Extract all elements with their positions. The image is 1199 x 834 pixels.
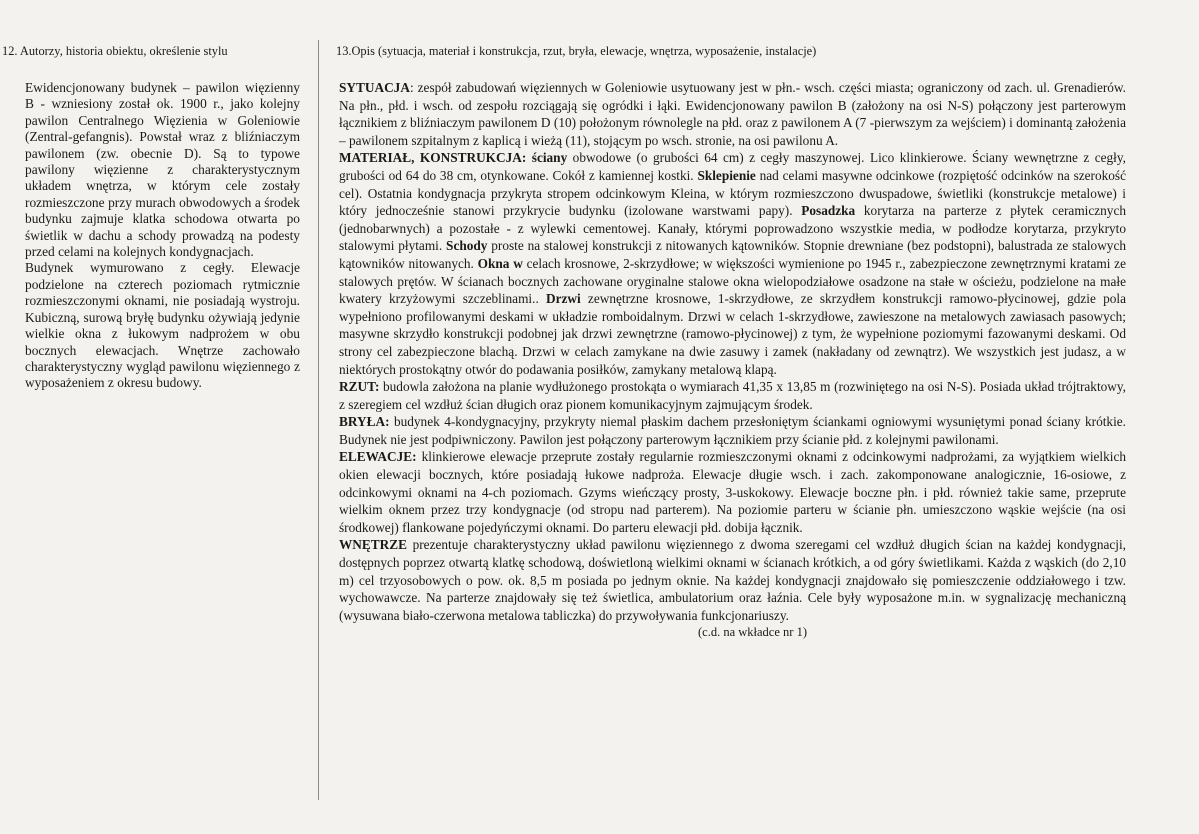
section-text: : zespół zabudowań więziennych w Goleniowie usytuowany jest w płn.- wsch. części miasta; ograniczony od zach. ul. Grenadierów. Na płn., płd. i wsch. od zespołu rozciągają się ogródki i łąki. Ewidencjonowany pawilon B (założony na osi N-S) połączony jest parterowym łącznikiem z bliźniaczym pawilonem D (10) położonym równolegle na płd. oraz z pawilonem A (7 -pierwszym za wejściem) i dominantą założenia – pawilonem szpitalnym z kaplicą i wieżą (11), stojącym po wsch. stronie, na osi pawilonu A. [339, 80, 1126, 148]
section-label: BRYŁA: [339, 414, 390, 430]
left-paragraph: Budynek wymurowano z cegły. Elewacje podzielone na czterech poziomach rytmicznie rozmieszczonymi oknami, nie posiadają wystroju. Kubiczną, surową bryłę budynku ożywiają jedynie wielkie okna z łukowym nadprożem w obu bocznych elewacjach. Wnętrze zachowało charakterystyczny wygląd pawilonu więziennego z wyposażeniem z okresu budowy. [25, 260, 300, 391]
section-text: korytarza na parterze z płytek ceramicznych (jednobarwnych) a pozostałe - z wylewki cementowej. Kanały, którymi poprowadzono wszystkie media, w podłodze korytarza, przykryto stalowymi płytami. [339, 203, 1127, 254]
section-text: budowla założona na planie wydłużonego prostokąta o wymiarach 41,35 x 13,85 m (rozwiniętego na osi N-S). Posiada układ trójtraktowy, z szeregiem cel wzdłuż ścian długich oraz pionem komunikacyjnym zajmującym środek. [339, 379, 1126, 412]
section-bryla [339, 413, 1126, 448]
section-text: zewnętrzne krosnowe, 1-skrzydłowe, ze skrzydłem konstrukcji ramowo-płycinowej, gdzie pola wypełniono profilowanymi deskami w układzie romboidalnym. Drzwi w celach 1-skrzydłowe, zawieszone na metalowych zawiasach pasowych; masywne skrzydło konstrukcji podobnej jak drzwi zewnętrzne (ramowo-płycinowej) z tym, że wypełnione poziomymi fazowanymi deskami. Od strony cel zabezpieczone blachą. Drzwi w celach zamykane na dwie zasuwy i zamek (nakładany od zewnątrz). We wszystkich jest judasz, a w niektórych prostokątny otwór do podawania posiłków, zamykany metalową klapą. [339, 291, 1126, 377]
section-sytuacja [339, 79, 1126, 149]
section-text: budynek 4-kondygnacyjny, przykryty niemal płaskim dachem przesłoniętym ściankami ogniowymi wysuniętymi ponad ściany krótkie. Budynek nie jest podpiwniczony. Pawilon jest połączony parterowym łącznikiem przy ścianie płd. z kolejnymi pawilonami. [339, 414, 1126, 447]
right-header: 13.Opis (sytuacja, materiał i konstrukcja, rzut, bryła, elewacje, wnętrza, wyposażenie, instalacje) [336, 44, 817, 58]
section-material [339, 149, 1126, 378]
section-label: RZUT: [339, 379, 380, 395]
section-text: nad celami masywne odcinkowe (rozpiętość odcinków na szerokość cel). Ostatnia kondygnacja przykryta stropem odcinkowym Kleina, w którym rozmieszczono dwuspadowe, świetliki (konstrukcje metalowe) i który jednocześnie stanowi przykrycie budynku (izolowane warstwami papy). [339, 167, 1127, 219]
left-header: 12. Autorzy, historia obiektu, określenie stylu [2, 44, 228, 58]
section-text: klinkierowe elewacje przeprute zostały regularnie rozmieszczonymi oknami z odcinkowymi nadprożami, za wyjątkiem wielkich okien elewacji bocznych, które posiadają łukowe nadproża. Elewacje długie wsch. i zach. zakomponowane analogicznie, 16-osiowe, z odcinkowymi oknami na 4-ch poziomach. Gzyms wieńczący prosty, 3-uskokowy. Elewacje boczne płn. i płd. również takie same, przeprute wielkim oknem przez trzy kondygnacje (od stropu nad parterem). Na poziomie parteru w ścianie płn. umieszczono wąskie wejście (na osi środkowej) flankowane pojedyńczymi oknami. Do parteru elewacji płd. dobija łącznik. [339, 449, 1126, 535]
section-sublabel: Schody [446, 238, 488, 254]
section-elewacje [339, 448, 1126, 536]
section-rzut [339, 378, 1126, 413]
section-sublabel: Okna w [477, 255, 523, 271]
right-column [336, 43, 1126, 640]
section-label: ELEWACJE: [339, 449, 417, 465]
section-label: SYTUACJA [339, 80, 410, 95]
section-text: proste na stalowej konstrukcji z nitowanych kątowników. Stopnie drewniane (bez podstopni), balustrada ze stalowych kątowników nitowanych. [339, 238, 1126, 271]
section-label: MATERIAŁ, KONSTRUKCJA: [339, 150, 527, 166]
left-paragraph: Ewidencjonowany budynek – pawilon więzienny B - wzniesiony został ok. 1900 r., jako kolejny pawilon Centralnego Więzienia w Goleniowie (Zentral-gefangnis). Powstał wraz z bliźniaczym pawilonem (zw. obecnie D). Są to typowe pawilony więzienne z charakterystycznym układem wnętrza, w którym cele zostały rozmieszczone przy murach obwodowych a środek budynku zajmuje klatka schodowa otwarta po świetlik w dachu a schody prowadzą na podesty przed celami na kolejnych kondygnacjach. [25, 80, 300, 260]
section-label: WNĘTRZE [339, 537, 407, 553]
section-sublabel: Posadzka [801, 203, 856, 219]
left-column [2, 43, 302, 392]
left-body [2, 80, 300, 392]
section-text: obwodowe (o grubości 64 cm) z cegły maszynowej. Lico klinkierowe. Ściany wewnętrzne z cegły, grubości od 64 do 38 cm, otynkowane. Cokół z kamiennej kostki. [339, 150, 1126, 183]
section-text: celach krosnowe, 2-skrzydłowe; w większości wymienione po 1945 r., zabezpieczone zewnętrznymi kratami ze stalowych prętów. W ścianach bocznych zachowane oryginalne stalowe okna wielopodziałowe osadzone na stałe w ościeżu, podzielone na małe kwatery krzyżowymi szczeblinami.. [339, 255, 1126, 307]
section-sublabel: Drzwi [546, 291, 581, 307]
column-divider [318, 40, 319, 800]
right-body [336, 79, 1126, 640]
section-text: prezentuje charakterystyczny układ pawilonu więziennego z dwoma szeregami cel wzdłuż długich ścian na każdej kondygnacji, dostępnych poprzez otwartą klatkę schodową, doświetloną wielkimi oknami w ścianach krótkich, a od góry świetlikami. Każda z wąskich (do 2,10 m) cel trzyosobowych o pow. ok. 8,5 m posiada po jednym oknie. Na każdej kondygnacji znajdowało się pomieszczenie oddziałowego i tzw. wychowawcze. Na parterze znajdowały się też świetlica, ambulatorium oraz łaźnia. Cele były wyposażone m.in. w sygnalizację mechaniczną (wysuwana biało-czerwona metalowa tabliczka) do przywoływania funkcjonariuszy. [339, 537, 1126, 623]
section-sublabel: ściany [531, 150, 568, 166]
section-sublabel: Sklepienie [697, 167, 756, 183]
section-wnetrze [339, 536, 1126, 624]
continuation-note: (c.d. na wkładce nr 1) [698, 625, 807, 640]
